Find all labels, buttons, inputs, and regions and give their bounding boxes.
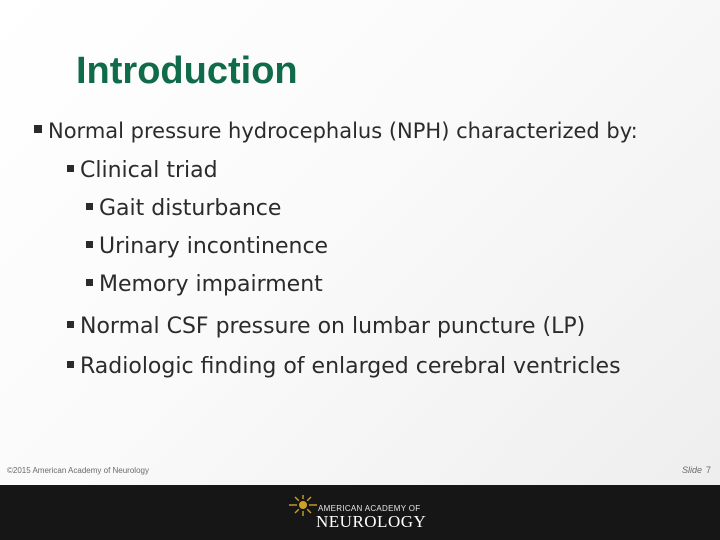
bullet-level1 [34, 117, 638, 145]
bullet-level3 [86, 233, 328, 261]
copyright-text: ©2015 American Academy of Neurology [7, 466, 149, 475]
bullet-text: Normal CSF pressure on lumbar puncture (LP) [80, 314, 586, 339]
bullet-text: Memory impairment [99, 272, 323, 297]
bullet-text: Urinary incontinence [99, 234, 329, 259]
bullet-square-icon [86, 279, 93, 286]
bullet-level2 [67, 313, 585, 341]
bullet-text: Gait disturbance [99, 196, 282, 221]
bullet-text: Normal pressure hydrocephalus (NPH) characterized by: [48, 119, 638, 143]
bullet-square-icon [67, 321, 74, 328]
bullet-text: Clinical triad [80, 158, 218, 183]
slide-number [682, 465, 711, 475]
slide-title: Introduction [76, 50, 298, 92]
bullet-level3 [86, 271, 323, 299]
bullet-level3 [86, 195, 281, 223]
slide-number-value: 7 [705, 465, 711, 475]
bullet-level2 [67, 353, 621, 381]
bullet-square-icon [67, 165, 74, 172]
logo-line1: AMERICAN ACADEMY OF [318, 504, 421, 513]
bullet-square-icon [86, 241, 93, 248]
bullet-square-icon [34, 125, 42, 133]
slide-number-label: Slide [681, 465, 702, 475]
bullet-square-icon [67, 361, 74, 368]
bullet-square-icon [86, 203, 93, 210]
bullet-text: Radiologic finding of enlarged cerebral ventricles [80, 354, 621, 379]
bullet-level2 [67, 157, 218, 185]
logo-line2: NEUROLOGY [316, 512, 427, 531]
